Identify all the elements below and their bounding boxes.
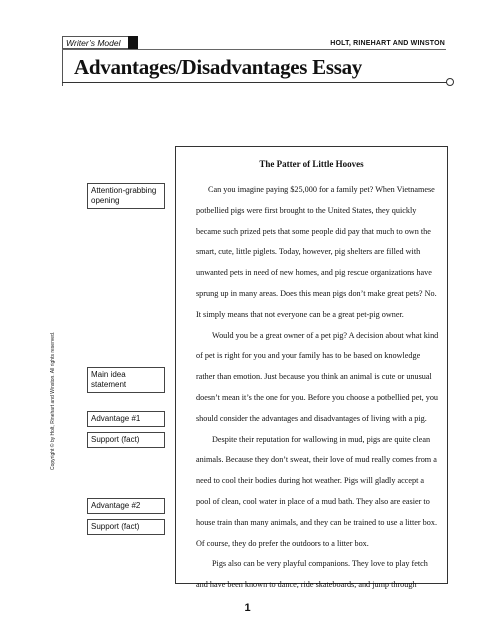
essay-body bbox=[196, 180, 440, 596]
section-label: Writer’s Model bbox=[62, 36, 128, 49]
essay-paragraph: Can you imagine paying $25,000 for a family pet? When Vietnamese potbellied pigs were first brought to the United States, they quickly became such prized pets that some people did pay that much to own the smart, cute, little piglets. Today, however, pig shelters are filled with unwanted pets in need of new homes, and pig rescue organizations have sprung up in many areas. Does this mean pigs don’t make great pets? No. It simply means that not everyone can be a great pet-pig owner. bbox=[196, 185, 437, 319]
copyright-notice: Copyright © by Holt, Rinehart and Winston. All rights reserved. bbox=[50, 331, 56, 470]
margin-label-support-fact: Support (fact) bbox=[87, 432, 165, 448]
essay-paragraph: Would you be a great owner of a pet pig? A decision about what kind of pet is right for you and your family has to be based on knowledge rather than emotion. Just because you think an animal is cute or unusual doesn’t mean it’s the one for you. Before you choose a potbellied pet, you should consider the advantages and disadvantages of living with a pig. bbox=[196, 330, 439, 423]
section-label-block bbox=[128, 36, 138, 49]
margin-label-advantage-1: Advantage #1 bbox=[87, 411, 165, 427]
essay-paragraph: Despite their reputation for wallowing in mud, pigs are quite clean animals. Because they don’t sweat, their love of mud really comes from a need to cool their bodies during hot weather. Pigs will gladly accept a pool of clean, cool water in place of a mud bath. They also are easier to house train than many animals, and they can be trained to use a litter box. Of course, they do prefer the outdoors to a litter box. bbox=[196, 434, 438, 548]
essay-title: The Patter of Little Hooves bbox=[259, 159, 364, 169]
margin-label-attention-grabbing-opening: Attention-grabbing opening bbox=[87, 183, 165, 209]
page-title: Advantages/Disadvantages Essay bbox=[74, 55, 362, 79]
margin-label-main-idea: Main idea statement bbox=[87, 367, 165, 393]
essay-paragraph: Pigs also can be very playful companions. They love to play fetch and have been known to dance, ride skateboards, and jump through bbox=[196, 559, 428, 590]
header-rule bbox=[62, 49, 446, 50]
page-number: 1 bbox=[244, 602, 251, 614]
title-rule-endcap bbox=[446, 78, 454, 86]
title-underline bbox=[62, 82, 447, 83]
margin-label-advantage-2: Advantage #2 bbox=[87, 498, 165, 514]
margin-label-support-fact: Support (fact) bbox=[87, 519, 165, 535]
publisher-name: HOLT, RINEHART AND WINSTON bbox=[330, 40, 445, 47]
